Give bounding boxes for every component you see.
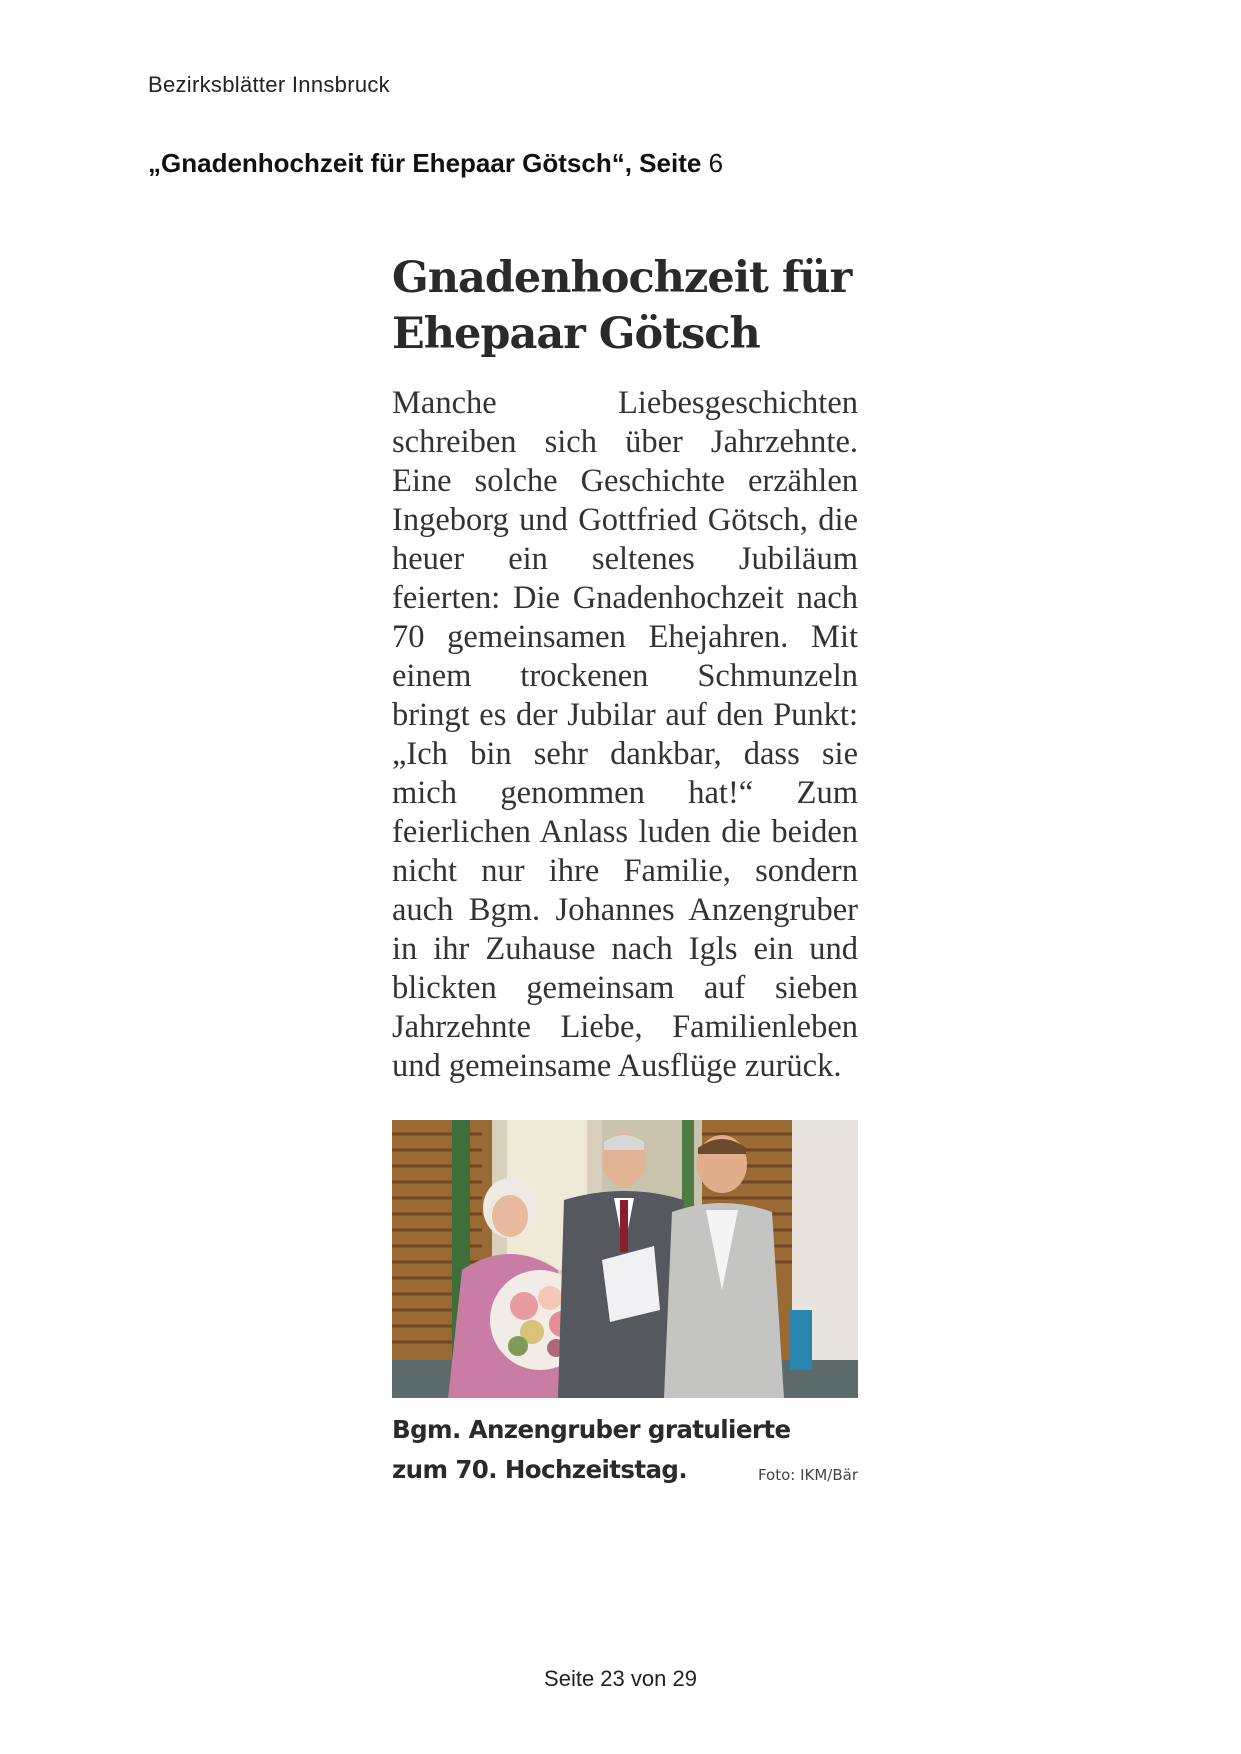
article-reference-page: 6 (708, 148, 724, 178)
page-number: Seite 23 von 29 (544, 1666, 697, 1691)
article-reference (148, 148, 723, 179)
article-reference-title: „Gnadenhochzeit für Ehepaar Götsch“, Seite (148, 148, 702, 178)
article-body: Manche Liebesgeschichten schreiben sich über Jahrzehnte. Eine solche Geschichte erzählen Ingeborg und Gottfried Götsch, die heuer ein seltenes Jubiläum feierten: Die Gnadenhochzeit nach 70 gemeinsamen Ehejahren. Mit einem trockenen Schmunzeln bringt es der Jubilar auf den Punkt: „Ich bin sehr dankbar, dass sie mich genommen hat!“ Zum feierlichen Anlass luden die beiden nicht nur ihre Familie, sondern auch Bgm. Johannes Anzengruber in ihr Zuhause nach Igls ein und blickten gemeinsam auf sieben Jahrzehnte Liebe, Familienleben und gemeinsame Ausflüge zurück. (392, 385, 858, 1084)
article-photo (392, 1120, 858, 1398)
photo-credit: Foto: IKM/Bär (757, 1466, 858, 1484)
article-headline: Gnadenhochzeit für Ehepaar Götsch (392, 253, 852, 359)
publication-source: Bezirksblätter Innsbruck (148, 72, 390, 97)
newspaper-clipping (392, 250, 858, 1490)
photo-caption: Bgm. Anzengruber gratulierte zum 70. Hochzeitstag. (392, 1415, 791, 1484)
photo-caption-row (392, 1410, 858, 1490)
